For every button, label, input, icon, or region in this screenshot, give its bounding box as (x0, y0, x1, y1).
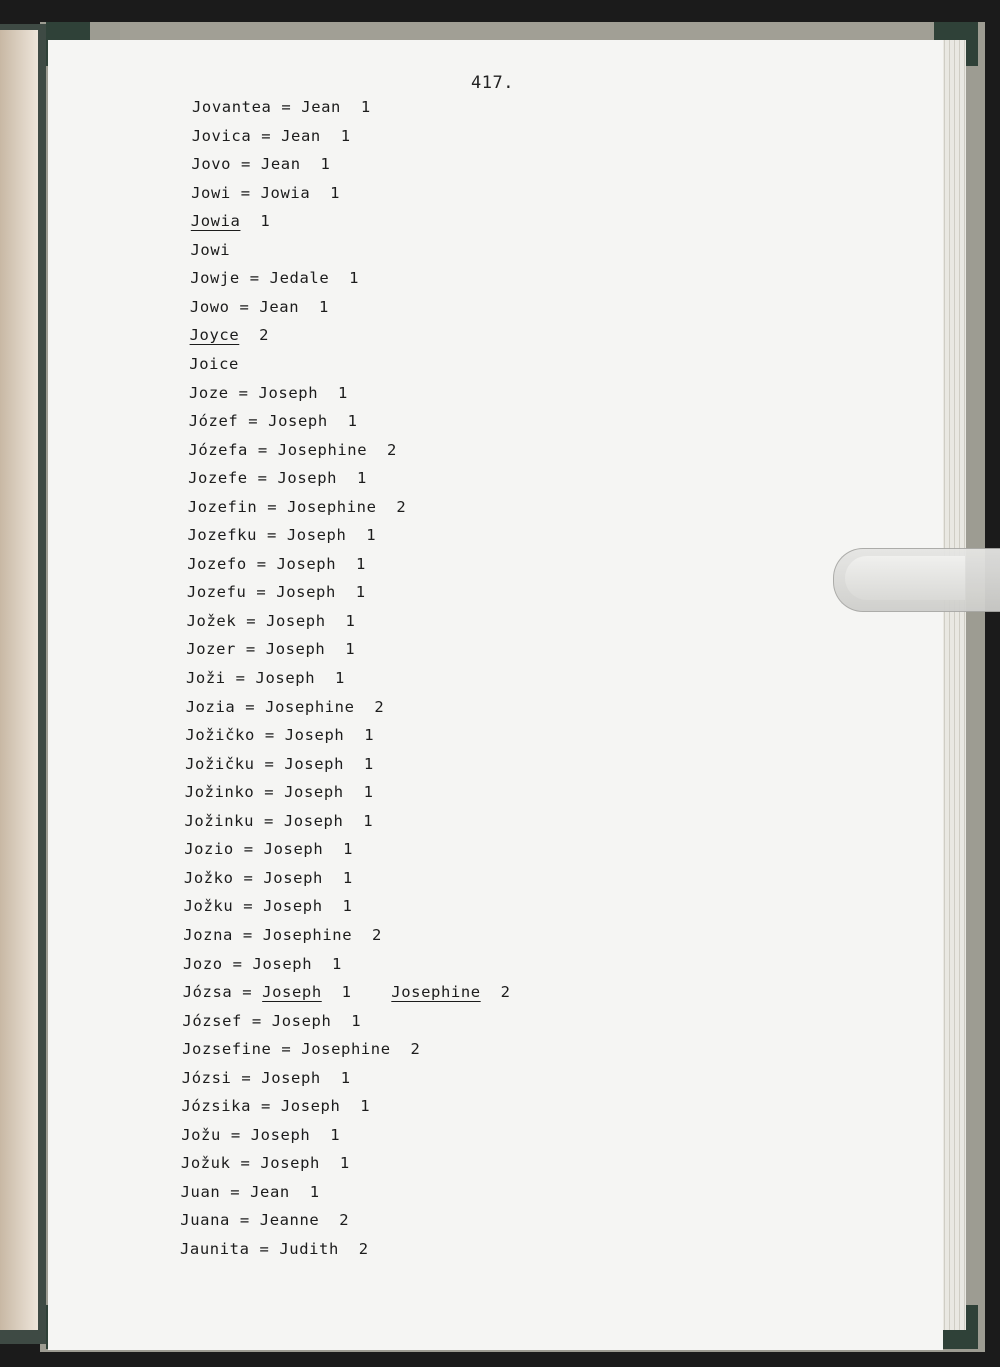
list-item: Juan = Jean 1 (180, 1182, 320, 1201)
entry-equivalent: Josephine (301, 1040, 391, 1059)
entry-name: Józsika (181, 1097, 252, 1116)
entry-equivalent: Josephine (265, 697, 355, 716)
entry-equivalent: Joseph (260, 1154, 320, 1173)
entry-count: 2 (372, 925, 382, 944)
entry-name: Józef (188, 412, 239, 431)
entry-equivalent: Joseph (286, 526, 347, 545)
entry-count: 1 (347, 412, 358, 431)
list-item: Jožičko = Joseph 1 (185, 726, 375, 745)
entry-name: Jozer (186, 640, 236, 659)
list-item: Jožko = Joseph 1 (183, 868, 353, 887)
entry-count: 1 (319, 297, 329, 316)
entry-count: 1 (335, 669, 345, 687)
entry-equivalent: Jeanne (259, 1211, 320, 1230)
list-item (191, 212, 270, 230)
entry-name: Jowia (190, 212, 241, 231)
list-item: Jowo = Jean 1 (189, 297, 329, 316)
list-item: Jožičku = Joseph 1 (185, 754, 374, 773)
entry-equivalent: Joseph (266, 611, 326, 630)
entry-equivalent: Joseph (284, 783, 344, 802)
list-item: Jozio = Joseph 1 (184, 840, 354, 859)
list-item: Jožinko = Joseph 1 (184, 783, 374, 802)
list-item: Jozsefine = Josephine 2 (182, 1040, 421, 1059)
entry-count: 2 (374, 697, 385, 716)
list-item: Józsika = Joseph 1 (181, 1097, 371, 1116)
entry-name: Jožek (186, 611, 237, 630)
entry-count: 2 (387, 440, 397, 459)
entry-count: 1 (356, 554, 366, 573)
entry-name: Jozo (183, 954, 223, 973)
entry-name: Jozsefine (182, 1040, 272, 1059)
entry-equivalent: Josephine (287, 497, 377, 516)
entry-count: 1 (349, 269, 360, 288)
page-number: 417. (471, 73, 514, 93)
entry-equivalent: Jean (301, 98, 341, 116)
entry-extra-count: 2 (500, 983, 511, 1002)
list-item: Joži = Joseph 1 (186, 669, 345, 687)
entry-equivalent: Jean (259, 297, 300, 316)
entry-equivalent: Joseph (263, 868, 323, 887)
entry-equivalent: Joseph (277, 469, 338, 488)
entry-count: 1 (366, 526, 377, 545)
list-item (189, 355, 239, 373)
entry-equivalent: Joseph (280, 1097, 341, 1116)
entry-count: 1 (363, 754, 374, 773)
entry-equivalent: Josephine (277, 440, 368, 459)
entry-name: Jožku (183, 897, 234, 916)
entry-equivalent: Joseph (252, 954, 313, 973)
list-item: Jozefu = Joseph 1 (186, 583, 366, 602)
entry-count: 1 (309, 1182, 320, 1201)
list-item: Jowi = Jowia 1 (191, 183, 341, 202)
entry-count: 1 (342, 868, 353, 887)
list-item: Jozer = Joseph 1 (186, 640, 356, 659)
entry-equivalent: Joseph (255, 669, 316, 687)
entry-name: Joice (189, 354, 239, 373)
entry-count: 1 (338, 383, 348, 402)
left-page-edge (0, 30, 38, 1330)
entry-equivalent: Joseph (284, 754, 345, 773)
entry-equivalent: Joseph (268, 412, 328, 431)
entry-name: Joze (189, 383, 229, 402)
entry-count: 2 (358, 1240, 369, 1258)
entry-equivalent: Joseph (263, 840, 324, 859)
entry-name: Jožuk (180, 1154, 231, 1173)
list-item: Józef = Joseph 1 (188, 412, 358, 431)
list-item: Józsa = Joseph 1 Josephine 2 (182, 983, 511, 1002)
entry-equivalent: Joseph (261, 1068, 321, 1087)
entry-equivalent: Joseph (276, 554, 337, 573)
list-item: József = Joseph 1 (182, 1011, 362, 1030)
entry-name: Jaunita (180, 1240, 250, 1258)
entry-name: Jožinko (184, 783, 255, 802)
entry-count: 2 (396, 497, 407, 516)
entry-count: 1 (341, 983, 352, 1002)
entry-count: 1 (339, 1154, 350, 1173)
list-item: Jozo = Joseph 1 (183, 954, 342, 973)
plastic-index-tab-highlight (845, 556, 965, 600)
list-item: Joze = Joseph 1 (189, 383, 348, 402)
entry-count: 1 (360, 1097, 371, 1116)
entry-count: 1 (330, 1125, 341, 1144)
entry-name: Jožko (183, 868, 234, 887)
entry-equivalent: Jedale (269, 269, 330, 288)
entry-count: 1 (345, 640, 356, 659)
entry-name: Jožinku (184, 811, 255, 830)
entry-name: Jowje (190, 269, 240, 288)
entry-count: 1 (340, 126, 351, 145)
entry-name: Jozefku (187, 526, 258, 545)
entry-count: 1 (342, 897, 353, 916)
entry-equivalent: Joseph (283, 811, 344, 830)
entry-name: Jožičko (185, 726, 255, 745)
list-item: Jožek = Joseph 1 (186, 611, 356, 630)
entry-equivalent: Joseph (263, 897, 323, 916)
list-item: Jožku = Joseph 1 (183, 897, 353, 916)
list-item: Jozefku = Joseph 1 (187, 526, 377, 545)
list-item: Jožinku = Joseph 1 (184, 811, 374, 830)
entry-name: Jowi (190, 240, 231, 259)
entry-equivalent: Josephine (262, 925, 353, 944)
entry-name: Jožičku (185, 754, 255, 773)
entry-count: 1 (363, 783, 374, 802)
list-item: Jozefo = Joseph 1 (187, 554, 366, 573)
list-item: Jovantea = Jean 1 (192, 98, 371, 116)
list-item: Jowje = Jedale 1 (190, 269, 360, 288)
entry-name: Józefa (188, 440, 248, 459)
list-item: Jaunita = Judith 2 (180, 1240, 369, 1258)
entry-name: Józsa (182, 983, 233, 1002)
entry-name: Jozefo (187, 554, 247, 573)
entry-count: 2 (339, 1211, 350, 1230)
entry-name: Juan (180, 1182, 221, 1201)
entry-equivalent: Judith (279, 1240, 339, 1258)
list-item (190, 326, 269, 344)
list-item: Jozefe = Joseph 1 (188, 469, 367, 488)
entry-name: Jozna (183, 925, 233, 944)
list-item: Józsi = Joseph 1 (181, 1068, 351, 1087)
entry-name: Jozefin (187, 497, 258, 516)
list-item: Juana = Jeanne 2 (180, 1211, 350, 1230)
entry-name: Jowo (189, 297, 230, 316)
entry-count: 1 (363, 811, 374, 830)
entry-equivalent: Jowia (260, 183, 311, 202)
entry-count: 1 (351, 1011, 362, 1030)
entry-count: 1 (360, 98, 371, 116)
list-item: Józefa = Josephine 2 (188, 440, 397, 459)
entry-count: 1 (343, 840, 354, 859)
entry-count: 2 (410, 1040, 421, 1059)
entry-count: 1 (356, 469, 367, 488)
list-item (191, 241, 231, 259)
list-item: Jozia = Josephine 2 (185, 697, 385, 716)
entry-count: 1 (332, 954, 342, 973)
entry-equivalent: Joseph (271, 1011, 332, 1030)
entry-name: Juana (180, 1211, 230, 1230)
entry-equivalent: Joseph (276, 583, 336, 602)
entry-name: Jovo (191, 155, 232, 174)
entry-name: Jozefe (188, 469, 248, 488)
entry-count: 1 (320, 155, 331, 174)
entry-count: 1 (260, 212, 271, 231)
entry-equivalent: Joseph (258, 383, 319, 402)
entry-count: 2 (259, 326, 270, 345)
entry-equivalent: Jean (250, 1182, 290, 1201)
entry-extra-equivalent: Josephine (391, 983, 481, 1002)
entry-name: Józsi (181, 1068, 232, 1087)
entry-equivalent: Joseph (262, 983, 322, 1002)
entry-equivalent: Joseph (284, 726, 345, 745)
entry-name: Jovantea (192, 98, 272, 116)
entry-name: Jožu (181, 1125, 221, 1144)
entry-name: Jovica (191, 126, 252, 145)
entry-equivalent: Jean (260, 155, 301, 174)
list-item: Jovo = Jean 1 (191, 155, 331, 174)
entry-name: József (182, 1011, 242, 1030)
entry-name: Jozia (185, 697, 236, 716)
entry-equivalent: Joseph (250, 1125, 311, 1144)
entry-count: 1 (340, 1068, 351, 1087)
entry-count: 1 (345, 611, 356, 630)
entry-name: Joyce (189, 326, 240, 345)
entry-name: Jozefu (186, 583, 247, 602)
entry-equivalent: Jean (281, 126, 321, 145)
entry-name: Joži (186, 669, 226, 687)
entry-equivalent: Joseph (265, 640, 326, 659)
list-item: Jovica = Jean 1 (191, 126, 351, 145)
list-item: Jozefin = Josephine 2 (187, 497, 407, 516)
entry-name: Jowi (191, 183, 231, 202)
entry-count: 1 (364, 726, 375, 745)
entry-name: Jozio (184, 840, 234, 859)
list-item: Jozna = Josephine 2 (183, 925, 382, 944)
list-item: Jožuk = Joseph 1 (180, 1154, 350, 1173)
entry-count: 1 (355, 583, 366, 602)
entry-count: 1 (330, 183, 341, 202)
list-item: Jožu = Joseph 1 (181, 1125, 341, 1144)
